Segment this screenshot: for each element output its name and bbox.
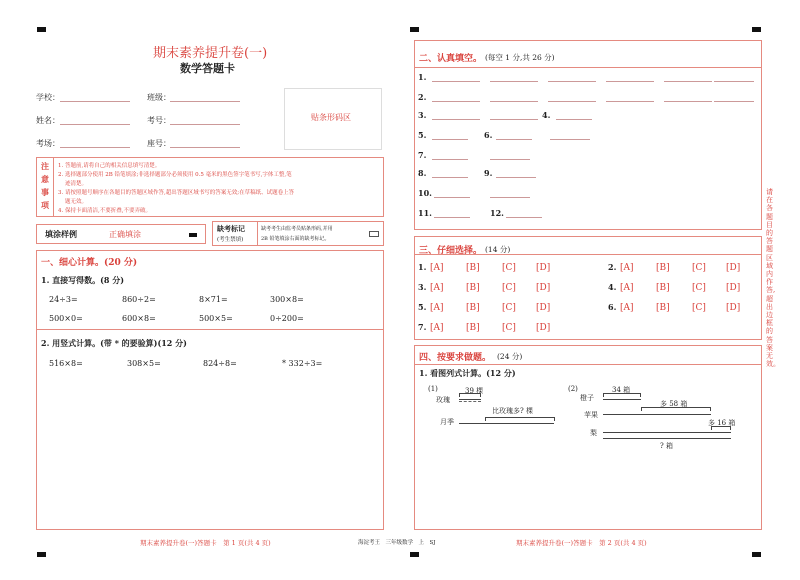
fig1-row2-segment bbox=[459, 423, 554, 424]
choice-number: 7. bbox=[418, 322, 427, 332]
fill-blank[interactable] bbox=[434, 197, 470, 198]
notice-label-char: 意 bbox=[41, 174, 49, 184]
fill-number: 6. bbox=[484, 130, 493, 140]
choice-option-c[interactable]: [C] bbox=[692, 283, 706, 293]
fig2-row2-label: 苹果 bbox=[584, 411, 598, 419]
q1-item: 8×71= bbox=[199, 295, 228, 304]
fig2-v2: 多 58 箱 bbox=[660, 400, 688, 408]
registration-mark bbox=[410, 552, 419, 557]
absent-mark-sub: (考生禁填) bbox=[217, 237, 244, 243]
notice-line: 2. 选择题部分使用 2B 铅笔填涂;非选择题部分必须使用 0.5 毫米的黑色签字笔书写,字体工整,笔 bbox=[58, 172, 292, 178]
barcode-area-label: 贴条形码区 bbox=[311, 113, 351, 122]
fill-number: 1. bbox=[418, 72, 427, 82]
choice-option-c[interactable]: [C] bbox=[502, 263, 516, 273]
choice-option-d[interactable]: [D] bbox=[536, 263, 551, 273]
fill-number: 10. bbox=[418, 188, 432, 198]
choice-option-b[interactable]: [B] bbox=[466, 303, 480, 313]
fill-blank[interactable] bbox=[432, 139, 468, 140]
absent-mark-label: 缺考标记 bbox=[217, 224, 245, 233]
choice-option-c[interactable]: [C] bbox=[692, 263, 706, 273]
exam-number-label: 考号： bbox=[147, 116, 171, 125]
q2-title: 2. 用竖式计算。(带 * 的要验算)(12 分) bbox=[41, 338, 187, 348]
fill-number: 12. bbox=[490, 208, 504, 218]
page-subtitle: 数学答题卡 bbox=[180, 62, 235, 75]
fig1-row1-dash bbox=[459, 401, 481, 402]
fill-number: 3. bbox=[418, 110, 427, 120]
notice-line: 3. 请按照题号顺序在各题目的答题区域作答,超出答题区域书写的答案无效;在草稿纸、试题卷上答 bbox=[58, 190, 295, 196]
fill-blank[interactable] bbox=[556, 119, 592, 120]
notice-label-char: 项 bbox=[41, 200, 49, 210]
fill-blank[interactable] bbox=[432, 159, 468, 160]
fill-number: 2. bbox=[418, 92, 427, 102]
fill-blank[interactable] bbox=[490, 159, 530, 160]
choice-option-b[interactable]: [B] bbox=[656, 283, 670, 293]
fill-number: 8. bbox=[418, 168, 427, 178]
fill-blank[interactable] bbox=[496, 177, 536, 178]
fig2-row2-segment bbox=[603, 414, 711, 415]
q1-item: 300×8= bbox=[270, 295, 304, 304]
choice-option-d[interactable]: [D] bbox=[726, 283, 741, 293]
fig2-total-brace bbox=[603, 438, 731, 439]
fig1-row2-label: 月季 bbox=[440, 418, 454, 426]
school-field[interactable] bbox=[60, 101, 130, 102]
fig2-bracket-1 bbox=[603, 393, 641, 397]
fill-blank[interactable] bbox=[550, 139, 590, 140]
absent-mark-note: 2B 铅笔填涂右面的缺考标记。 bbox=[261, 236, 330, 242]
section-1-title: 一、细心计算。(20 分) bbox=[41, 258, 138, 268]
fill-blank[interactable] bbox=[664, 101, 712, 102]
registration-mark bbox=[752, 27, 761, 32]
fill-blank[interactable] bbox=[664, 81, 712, 82]
choice-option-b[interactable]: [B] bbox=[466, 323, 480, 333]
page-title: 期末素养提升卷(一) bbox=[153, 46, 268, 61]
absent-mark-note: 缺考考生由监考员贴条形码,并用 bbox=[261, 226, 333, 232]
q4-title: 1. 看图列式计算。(12 分) bbox=[419, 368, 516, 378]
choice-option-d[interactable]: [D] bbox=[536, 303, 551, 313]
choice-option-d[interactable]: [D] bbox=[536, 323, 551, 333]
section-4-title: 四、按要求做题。 bbox=[419, 353, 492, 363]
fill-blank[interactable] bbox=[496, 139, 532, 140]
choice-option-b[interactable]: [B] bbox=[466, 263, 480, 273]
fill-blank[interactable] bbox=[714, 101, 754, 102]
q1-title: 1. 直接写得数。(8 分) bbox=[41, 275, 125, 285]
absent-mark-checkbox[interactable] bbox=[369, 231, 379, 237]
q1-item: 600×8= bbox=[122, 314, 156, 323]
choice-option-d[interactable]: [D] bbox=[726, 303, 741, 313]
q2-item: * 332÷3= bbox=[282, 359, 323, 368]
choice-option-d[interactable]: [D] bbox=[726, 263, 741, 273]
section-4-score: (24 分) bbox=[497, 352, 523, 361]
seat-number-field[interactable] bbox=[170, 147, 240, 148]
section-3-score: (14 分) bbox=[485, 245, 511, 254]
exam-room-field[interactable] bbox=[60, 147, 130, 148]
fill-blank[interactable] bbox=[490, 101, 538, 102]
q2-box bbox=[36, 330, 384, 530]
section-2-title: 二、认真填空。 bbox=[419, 54, 483, 64]
registration-mark bbox=[37, 552, 46, 557]
notice-label-char: 注 bbox=[41, 161, 49, 171]
fill-blank[interactable] bbox=[434, 217, 470, 218]
fill-blank[interactable] bbox=[490, 81, 538, 82]
fill-number: 5. bbox=[418, 130, 427, 140]
fill-example-box bbox=[36, 224, 206, 244]
fill-example-value: 正确填涂 bbox=[109, 230, 141, 239]
choice-option-b[interactable]: [B] bbox=[466, 283, 480, 293]
right-footer: 期末素养提升卷(一)答题卡 第 2 页(共 4 页) bbox=[516, 539, 647, 547]
fig1-bracket-top bbox=[459, 393, 481, 397]
fig2-v3: 多 16 箱 bbox=[708, 419, 736, 427]
fig1-label: (1) bbox=[428, 385, 438, 393]
notice-line: 1. 答题前,请将自己的相关信息填写清楚。 bbox=[58, 163, 161, 169]
fill-blank[interactable] bbox=[490, 119, 538, 120]
choice-option-d[interactable]: [D] bbox=[536, 283, 551, 293]
q1-item: 24÷3= bbox=[49, 295, 78, 304]
class-label: 班级： bbox=[147, 93, 171, 102]
fill-blank[interactable] bbox=[548, 81, 596, 82]
choice-option-a[interactable]: [A] bbox=[620, 303, 634, 313]
absent-mark-box bbox=[212, 221, 384, 246]
q1-item: 860÷2= bbox=[122, 295, 156, 304]
q1-item: 500×0= bbox=[49, 314, 83, 323]
name-label: 姓名： bbox=[36, 116, 60, 125]
fill-blank[interactable] bbox=[432, 119, 480, 120]
choice-number: 6. bbox=[608, 302, 617, 312]
fill-blank[interactable] bbox=[506, 217, 542, 218]
fig2-row1-segment bbox=[603, 399, 641, 400]
fig1-mid-label: 比玫瑰多? 棵 bbox=[492, 407, 533, 415]
fill-blank[interactable] bbox=[548, 101, 596, 102]
choice-option-b[interactable]: [B] bbox=[656, 303, 670, 313]
registration-mark bbox=[752, 552, 761, 557]
q2-item: 308×5= bbox=[127, 359, 161, 368]
choice-option-a[interactable]: [A] bbox=[430, 283, 444, 293]
choice-option-a[interactable]: [A] bbox=[620, 283, 634, 293]
fill-blank[interactable] bbox=[432, 177, 468, 178]
exam-number-field[interactable] bbox=[170, 124, 240, 125]
filled-mark-sample bbox=[189, 233, 197, 237]
class-field[interactable] bbox=[170, 101, 240, 102]
fig2-row3-label: 梨 bbox=[590, 429, 597, 437]
section-2-box bbox=[414, 40, 762, 230]
choice-option-c[interactable]: [C] bbox=[502, 323, 516, 333]
right-footer-mid: 海淀考王 三年级数学 上 SJ bbox=[358, 540, 436, 546]
fill-number: 7. bbox=[418, 150, 427, 160]
fill-number: 4. bbox=[542, 110, 551, 120]
choice-number: 5. bbox=[418, 302, 427, 312]
fill-blank[interactable] bbox=[432, 81, 480, 82]
fig2-bracket-2 bbox=[641, 407, 711, 411]
registration-mark bbox=[410, 27, 419, 32]
fig1-row1-label: 玫瑰 bbox=[436, 396, 450, 404]
fill-blank[interactable] bbox=[606, 101, 654, 102]
choice-number: 4. bbox=[608, 282, 617, 292]
side-note: 请在各题目的答题区域内作答,超出边框的答案无效。 bbox=[766, 188, 780, 369]
choice-number: 1. bbox=[418, 262, 427, 272]
choice-number: 3. bbox=[418, 282, 427, 292]
choice-option-a[interactable]: [A] bbox=[430, 323, 444, 333]
notice-box bbox=[36, 157, 384, 217]
notice-line: 迹清楚。 bbox=[65, 181, 88, 187]
section-2-divider bbox=[414, 67, 762, 68]
fig2-question: ? 箱 bbox=[660, 442, 673, 450]
section-3-title: 三、仔细选择。 bbox=[419, 246, 483, 256]
choice-option-a[interactable]: [A] bbox=[430, 263, 444, 273]
fill-example-label: 填涂样例 bbox=[45, 229, 77, 239]
section-4-divider bbox=[415, 364, 761, 365]
fill-blank[interactable] bbox=[714, 81, 754, 82]
choice-option-a[interactable]: [A] bbox=[430, 303, 444, 313]
fig2-bracket-3 bbox=[711, 426, 731, 430]
notice-line: 题无效。 bbox=[65, 199, 88, 205]
fig2-v1: 34 箱 bbox=[612, 386, 631, 394]
registration-mark bbox=[37, 27, 46, 32]
choice-option-a[interactable]: [A] bbox=[620, 263, 634, 273]
exam-room-label: 考场： bbox=[36, 139, 60, 148]
q2-item: 516×8= bbox=[49, 359, 83, 368]
barcode-area bbox=[284, 88, 382, 150]
seat-number-label: 座号： bbox=[147, 139, 171, 148]
fill-number: 9. bbox=[484, 168, 493, 178]
left-footer: 期末素养提升卷(一)答题卡 第 1 页(共 4 页) bbox=[140, 539, 271, 547]
fig2-row3-segment bbox=[603, 432, 731, 433]
choice-option-b[interactable]: [B] bbox=[656, 263, 670, 273]
q1-item: 500×5= bbox=[199, 314, 233, 323]
notice-label-char: 事 bbox=[41, 187, 49, 197]
section-1-box bbox=[36, 250, 384, 330]
section-3-divider bbox=[414, 254, 762, 255]
choice-number: 2. bbox=[608, 262, 617, 272]
fig2-row1-label: 橙子 bbox=[580, 394, 594, 402]
fill-blank[interactable] bbox=[490, 197, 530, 198]
choice-option-c[interactable]: [C] bbox=[502, 303, 516, 313]
q2-item: 824÷8= bbox=[203, 359, 237, 368]
choice-option-c[interactable]: [C] bbox=[502, 283, 516, 293]
absent-mark-divider bbox=[257, 222, 258, 245]
fig1-top-value: 39 棵 bbox=[465, 387, 484, 395]
name-field[interactable] bbox=[60, 124, 130, 125]
fig1-bracket-extra bbox=[485, 417, 555, 421]
fig2-label: (2) bbox=[568, 385, 578, 393]
notice-line: 4. 保持卡面清洁,不要折叠,不要弄破。 bbox=[58, 208, 151, 214]
choice-option-c[interactable]: [C] bbox=[692, 303, 706, 313]
section-2-score: (每空 1 分,共 26 分) bbox=[485, 53, 555, 62]
fig1-row1-segment bbox=[459, 399, 481, 400]
q1-item: 0÷200= bbox=[270, 314, 304, 323]
school-label: 学校： bbox=[36, 93, 60, 102]
fill-blank[interactable] bbox=[606, 81, 654, 82]
fill-number: 11. bbox=[418, 208, 432, 218]
fill-blank[interactable] bbox=[432, 101, 480, 102]
notice-label-column bbox=[37, 158, 54, 216]
